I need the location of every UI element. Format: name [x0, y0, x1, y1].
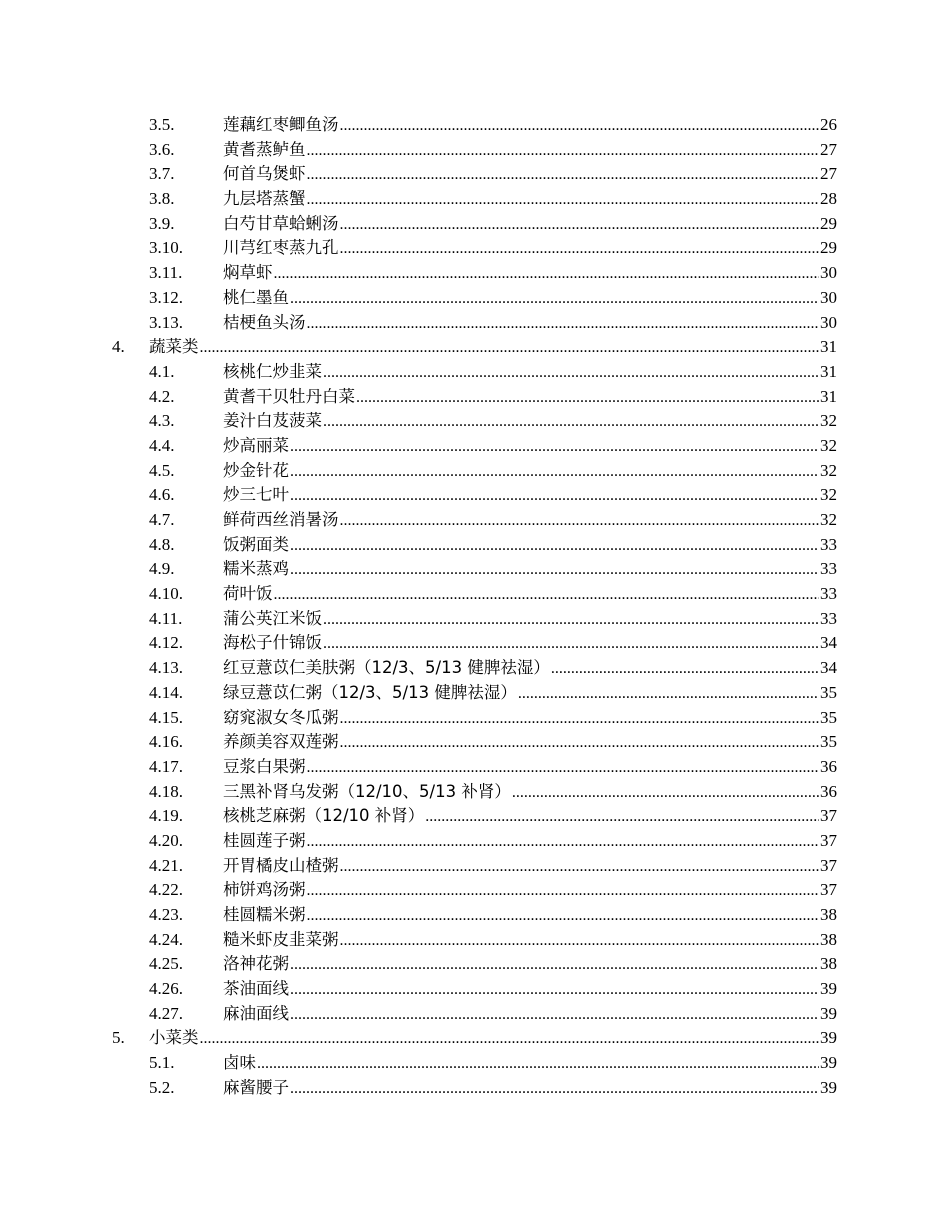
- toc-entry-line: [223, 977, 837, 1003]
- toc-entry-title[interactable]: 黄耆蒸鲈鱼: [223, 139, 306, 159]
- toc-section-entry[interactable]: [0, 409, 950, 434]
- toc-dot-leader: [290, 534, 819, 559]
- toc-entry-page-number: 37: [820, 855, 837, 875]
- toc-section-entry[interactable]: [0, 928, 950, 953]
- toc-entry-number: 4.3.: [149, 411, 175, 431]
- toc-entry-title[interactable]: 麻酱腰子: [223, 1077, 289, 1097]
- toc-entry-line: [223, 311, 837, 337]
- toc-entry-number: 4.13.: [149, 658, 183, 678]
- toc-entry-number: 3.9.: [149, 213, 175, 233]
- toc-entry-number: 5.: [112, 1028, 125, 1048]
- toc-entry-number: 3.10.: [149, 238, 183, 258]
- toc-dot-leader: [307, 756, 820, 781]
- toc-entry-page-number: 29: [820, 213, 837, 233]
- toc-entry-line: [223, 1076, 837, 1102]
- toc-entry-number: 4.25.: [149, 954, 183, 974]
- toc-dot-leader: [290, 435, 819, 460]
- toc-entry-title[interactable]: 糙米虾皮韭菜粥: [223, 929, 339, 949]
- toc-section-entry[interactable]: [0, 878, 950, 903]
- toc-entry-number: 5.2.: [149, 1077, 175, 1097]
- toc-dot-leader: [551, 657, 819, 682]
- toc-section-entry[interactable]: [0, 631, 950, 656]
- toc-entry-title[interactable]: 桂圆莲子粥: [223, 830, 306, 850]
- toc-dot-leader: [290, 1003, 819, 1028]
- toc-entry-page-number: 31: [820, 337, 837, 357]
- toc-entry-page-number: 30: [820, 287, 837, 307]
- toc-dot-leader: [340, 731, 820, 756]
- toc-entry-page-number: 37: [820, 880, 837, 900]
- toc-entry-number: 4.22.: [149, 880, 183, 900]
- toc-section-entry[interactable]: [0, 261, 950, 286]
- toc-section-entry[interactable]: [0, 1076, 950, 1101]
- toc-entry-line: [223, 804, 837, 830]
- toc-entry-page-number: 38: [820, 905, 837, 924]
- toc-entry-number: 4.17.: [149, 756, 183, 776]
- toc-section-entry[interactable]: [0, 533, 950, 558]
- toc-entry-title[interactable]: 姜汁白芨菠菜: [223, 411, 322, 431]
- toc-entry-number: 3.5.: [149, 115, 175, 134]
- toc-entry-page-number: 39: [820, 1003, 837, 1023]
- toc-dot-leader: [340, 509, 820, 534]
- toc-dot-leader: [323, 632, 819, 657]
- toc-entry-page-number: 30: [820, 263, 837, 283]
- toc-dot-leader: [290, 287, 819, 312]
- toc-entry-title[interactable]: 川芎红枣蒸九孔: [223, 238, 339, 258]
- toc-entry-title[interactable]: 小菜类: [149, 1028, 199, 1048]
- toc-section-entry[interactable]: [0, 434, 950, 459]
- toc-section-entry[interactable]: [0, 187, 950, 212]
- toc-dot-leader: [307, 163, 820, 188]
- toc-entry-title[interactable]: 三黑补肾乌发粥（12/10、5/13 补肾）: [223, 781, 511, 801]
- toc-entry-title[interactable]: 柿饼鸡汤粥: [223, 880, 306, 900]
- toc-section-entry[interactable]: [0, 829, 950, 854]
- toc-entry-title[interactable]: 糯米蒸鸡: [223, 559, 289, 579]
- toc-dot-leader: [512, 781, 819, 806]
- toc-entry-line: [223, 755, 837, 781]
- toc-entry-page-number: 35: [820, 707, 837, 727]
- toc-entry-page-number: 28: [820, 189, 837, 209]
- toc-dot-leader: [323, 361, 819, 386]
- toc-entry-page-number: 35: [820, 682, 837, 702]
- toc-entry-line: [223, 385, 837, 411]
- toc-entry-line: [223, 903, 837, 929]
- toc-section-entry[interactable]: [0, 483, 950, 508]
- toc-entry-page-number: 34: [820, 658, 837, 678]
- toc-entry-page-number: 33: [820, 584, 837, 604]
- toc-section-entry[interactable]: [0, 360, 950, 385]
- toc-entry-number: 4.18.: [149, 781, 183, 801]
- toc-entry-page-number: 38: [820, 929, 837, 949]
- toc-section-entry[interactable]: [0, 607, 950, 632]
- toc-entry-title[interactable]: 桔梗鱼头汤: [223, 312, 306, 332]
- toc-entry-line: [223, 261, 837, 287]
- toc-entry-title[interactable]: 红豆薏苡仁美肤粥（12/3、5/13 健脾祛湿）: [223, 658, 550, 678]
- toc-section-entry[interactable]: [0, 804, 950, 829]
- toc-entry-line: [223, 928, 837, 954]
- toc-dot-leader: [200, 336, 820, 361]
- toc-dot-leader: [340, 707, 820, 732]
- toc-entry-line: [223, 607, 837, 633]
- toc-entry-page-number: 29: [820, 238, 837, 258]
- toc-entry-line: [223, 409, 837, 435]
- toc-dot-leader: [274, 583, 820, 608]
- toc-entry-number: 4.4.: [149, 435, 175, 455]
- toc-section-entry[interactable]: [0, 1002, 950, 1027]
- toc-entry-page-number: 27: [820, 164, 837, 184]
- toc-section-entry[interactable]: [0, 952, 950, 977]
- toc-section-entry[interactable]: [0, 582, 950, 607]
- toc-entry-page-number: 39: [820, 1053, 837, 1073]
- toc-dot-leader: [307, 879, 820, 904]
- toc-dot-leader: [307, 188, 820, 213]
- toc-entry-line: [223, 829, 837, 855]
- toc-entry-title[interactable]: 桂圆糯米粥: [223, 905, 306, 924]
- toc-entry-number: 4.6.: [149, 485, 175, 505]
- toc-entry-title[interactable]: 豆浆白果粥: [223, 756, 306, 776]
- toc-entry-number: 4.9.: [149, 559, 175, 579]
- toc-entry-page-number: 30: [820, 312, 837, 332]
- toc-entry-page-number: 39: [820, 1077, 837, 1097]
- toc-dot-leader: [290, 484, 819, 509]
- toc-dot-leader: [290, 460, 819, 485]
- toc-section-entry[interactable]: [0, 459, 950, 484]
- toc-entry-line: [223, 212, 837, 238]
- toc-section-entry[interactable]: [0, 508, 950, 533]
- toc-entry-page-number: 33: [820, 559, 837, 579]
- toc-entry-number: 4.21.: [149, 855, 183, 875]
- toc-entry-title[interactable]: 荷叶饭: [223, 584, 273, 604]
- toc-entry-page-number: 33: [820, 608, 837, 628]
- toc-entry-number: 4.11.: [149, 608, 183, 628]
- toc-section-entry[interactable]: [0, 681, 950, 706]
- toc-entry-title[interactable]: 洛神花粥: [223, 954, 289, 974]
- toc-entry-line: [223, 483, 837, 509]
- toc-section-entry[interactable]: [0, 113, 950, 138]
- toc-entry-title[interactable]: 九层塔蒸蟹: [223, 189, 306, 209]
- toc-entry-page-number: 32: [820, 485, 837, 505]
- toc-entry-page-number: 26: [820, 115, 837, 134]
- toc-entry-line: [223, 286, 837, 312]
- toc-entry-page-number: 32: [820, 460, 837, 480]
- toc-dot-leader: [356, 386, 819, 411]
- toc-chapter-entry[interactable]: [0, 335, 950, 360]
- toc-entry-title[interactable]: 炒高丽菜: [223, 435, 289, 455]
- toc-entry-title[interactable]: 白芍甘草蛤蜊汤: [223, 213, 339, 233]
- toc-entry-title[interactable]: 莲藕红枣鲫鱼汤: [223, 115, 339, 134]
- toc-entry-page-number: 36: [820, 756, 837, 776]
- toc-entry-page-number: 31: [820, 361, 837, 381]
- toc-entry-line: [223, 730, 837, 756]
- toc-entry-line: [223, 557, 837, 583]
- toc-entry-number: 3.11.: [149, 263, 183, 283]
- toc-entry-line: [223, 656, 837, 682]
- toc-entry-title[interactable]: 养颜美容双莲粥: [223, 732, 339, 752]
- toc-dot-leader: [257, 1052, 819, 1077]
- toc-entry-number: 4.19.: [149, 806, 183, 826]
- toc-entry-title[interactable]: 何首乌煲虾: [223, 164, 306, 184]
- toc-dot-leader: [290, 1077, 819, 1102]
- toc-entry-line: [149, 335, 837, 361]
- toc-dot-leader: [307, 139, 820, 164]
- toc-entry-page-number: 33: [820, 534, 837, 554]
- toc-entry-number: 4.27.: [149, 1003, 183, 1023]
- toc-dot-leader: [340, 114, 820, 139]
- toc-entry-page-number: 37: [820, 806, 837, 826]
- toc-dot-leader: [340, 855, 820, 880]
- toc-entry-line: [223, 1002, 837, 1028]
- toc-section-entry[interactable]: [0, 706, 950, 731]
- toc-entry-title[interactable]: 鲜荷西丝消暑汤: [223, 510, 339, 529]
- toc-entry-line: [223, 138, 837, 164]
- toc-section-entry[interactable]: [0, 755, 950, 780]
- toc-entry-page-number: 32: [820, 411, 837, 431]
- table-of-contents: [0, 113, 950, 1101]
- toc-dot-leader: [290, 978, 819, 1003]
- toc-section-entry[interactable]: [0, 854, 950, 879]
- toc-entry-number: 4.24.: [149, 929, 183, 949]
- toc-entry-line: [223, 187, 837, 213]
- toc-entry-line: [223, 360, 837, 386]
- toc-entry-line: [223, 434, 837, 460]
- toc-chapter-entry[interactable]: [0, 1026, 950, 1051]
- toc-entry-number: 4.23.: [149, 905, 183, 924]
- toc-section-entry[interactable]: [0, 557, 950, 582]
- toc-entry-number: 3.13.: [149, 312, 183, 332]
- toc-section-entry[interactable]: [0, 212, 950, 237]
- toc-entry-line: [223, 780, 837, 806]
- toc-entry-number: 3.8.: [149, 189, 175, 209]
- toc-dot-leader: [290, 558, 819, 583]
- toc-entry-title[interactable]: 绿豆薏苡仁粥（12/3、5/13 健脾祛湿）: [223, 682, 517, 702]
- toc-entry-line: [223, 162, 837, 188]
- toc-entry-title[interactable]: 麻油面线: [223, 1003, 289, 1023]
- toc-section-entry[interactable]: [0, 385, 950, 410]
- toc-entry-page-number: 38: [820, 954, 837, 974]
- toc-entry-line: [223, 1051, 837, 1077]
- toc-dot-leader: [200, 1027, 820, 1052]
- toc-entry-number: 4.10.: [149, 584, 183, 604]
- toc-entry-title[interactable]: 海松子什锦饭: [223, 633, 322, 653]
- toc-entry-page-number: 35: [820, 732, 837, 752]
- toc-entry-title[interactable]: 桃仁墨鱼: [223, 287, 289, 307]
- toc-entry-line: [223, 681, 837, 707]
- toc-dot-leader: [340, 929, 820, 954]
- toc-entry-page-number: 31: [820, 386, 837, 406]
- toc-entry-page-number: 27: [820, 139, 837, 159]
- toc-entry-title[interactable]: 蔬菜类: [149, 337, 199, 357]
- toc-entry-line: [223, 854, 837, 880]
- toc-entry-number: 4.5.: [149, 460, 175, 480]
- toc-entry-line: [149, 1026, 837, 1052]
- toc-entry-title[interactable]: 核桃芝麻粥（12/10 补肾）: [223, 806, 425, 826]
- toc-entry-line: [223, 236, 837, 262]
- toc-entry-line: [223, 582, 837, 608]
- toc-section-entry[interactable]: [0, 656, 950, 681]
- toc-entry-number: 4.8.: [149, 534, 175, 554]
- toc-entry-title[interactable]: 开胃橘皮山楂粥: [223, 855, 339, 875]
- toc-entry-number: 4.26.: [149, 979, 183, 999]
- toc-entry-line: [223, 706, 837, 732]
- toc-entry-title[interactable]: 卤味: [223, 1053, 256, 1073]
- toc-entry-page-number: 32: [820, 510, 837, 529]
- toc-entry-number: 4.1.: [149, 361, 175, 381]
- toc-entry-number: 5.1.: [149, 1053, 175, 1073]
- toc-entry-page-number: 36: [820, 781, 837, 801]
- toc-entry-line: [223, 113, 837, 139]
- toc-entry-number: 4.14.: [149, 682, 183, 702]
- toc-entry-line: [223, 533, 837, 559]
- toc-section-entry[interactable]: [0, 1051, 950, 1076]
- toc-entry-title[interactable]: 焖草虾: [223, 263, 273, 283]
- toc-section-entry[interactable]: [0, 311, 950, 336]
- toc-section-entry[interactable]: [0, 730, 950, 755]
- toc-dot-leader: [307, 312, 820, 337]
- toc-entry-number: 4.12.: [149, 633, 183, 653]
- toc-dot-leader: [425, 805, 819, 830]
- toc-entry-line: [223, 508, 837, 534]
- toc-dot-leader: [307, 904, 820, 929]
- toc-section-entry[interactable]: [0, 977, 950, 1002]
- toc-entry-page-number: 32: [820, 435, 837, 455]
- toc-entry-title[interactable]: 炒三七叶: [223, 485, 289, 505]
- toc-entry-number: 3.6.: [149, 139, 175, 159]
- toc-entry-page-number: 37: [820, 830, 837, 850]
- toc-dot-leader: [323, 410, 819, 435]
- toc-entry-number: 4.15.: [149, 707, 183, 727]
- toc-entry-line: [223, 631, 837, 657]
- toc-entry-title[interactable]: 核桃仁炒韭菜: [223, 361, 322, 381]
- toc-dot-leader: [340, 213, 820, 238]
- toc-entry-number: 4.2.: [149, 386, 175, 406]
- toc-entry-page-number: 39: [820, 1028, 837, 1048]
- toc-section-entry[interactable]: [0, 236, 950, 261]
- toc-dot-leader: [274, 262, 820, 287]
- toc-entry-page-number: 34: [820, 633, 837, 653]
- toc-entry-title[interactable]: 炒金针花: [223, 460, 289, 480]
- toc-entry-number: 4.7.: [149, 510, 175, 529]
- toc-section-entry[interactable]: [0, 780, 950, 805]
- toc-entry-number: 4.: [112, 337, 125, 357]
- toc-dot-leader: [290, 953, 819, 978]
- toc-entry-page-number: 39: [820, 979, 837, 999]
- toc-section-entry[interactable]: [0, 138, 950, 163]
- toc-entry-number: 4.16.: [149, 732, 183, 752]
- toc-section-entry[interactable]: [0, 286, 950, 311]
- toc-section-entry[interactable]: [0, 903, 950, 928]
- toc-entry-line: [223, 952, 837, 978]
- toc-entry-title[interactable]: 茶油面线: [223, 979, 289, 999]
- toc-entry-number: 4.20.: [149, 830, 183, 850]
- toc-dot-leader: [518, 682, 819, 707]
- toc-entry-number: 3.12.: [149, 287, 183, 307]
- toc-entry-title[interactable]: 蒲公英江米饭: [223, 608, 322, 628]
- toc-dot-leader: [307, 830, 820, 855]
- toc-dot-leader: [323, 608, 819, 633]
- toc-entry-number: 3.7.: [149, 164, 175, 184]
- toc-entry-line: [223, 459, 837, 485]
- toc-entry-title[interactable]: 窈窕淑女冬瓜粥: [223, 707, 339, 727]
- toc-section-entry[interactable]: [0, 162, 950, 187]
- toc-dot-leader: [340, 237, 820, 262]
- toc-entry-line: [223, 878, 837, 904]
- toc-entry-title[interactable]: 黄耆干贝牡丹白菜: [223, 386, 355, 406]
- toc-entry-title[interactable]: 饭粥面类: [223, 534, 289, 554]
